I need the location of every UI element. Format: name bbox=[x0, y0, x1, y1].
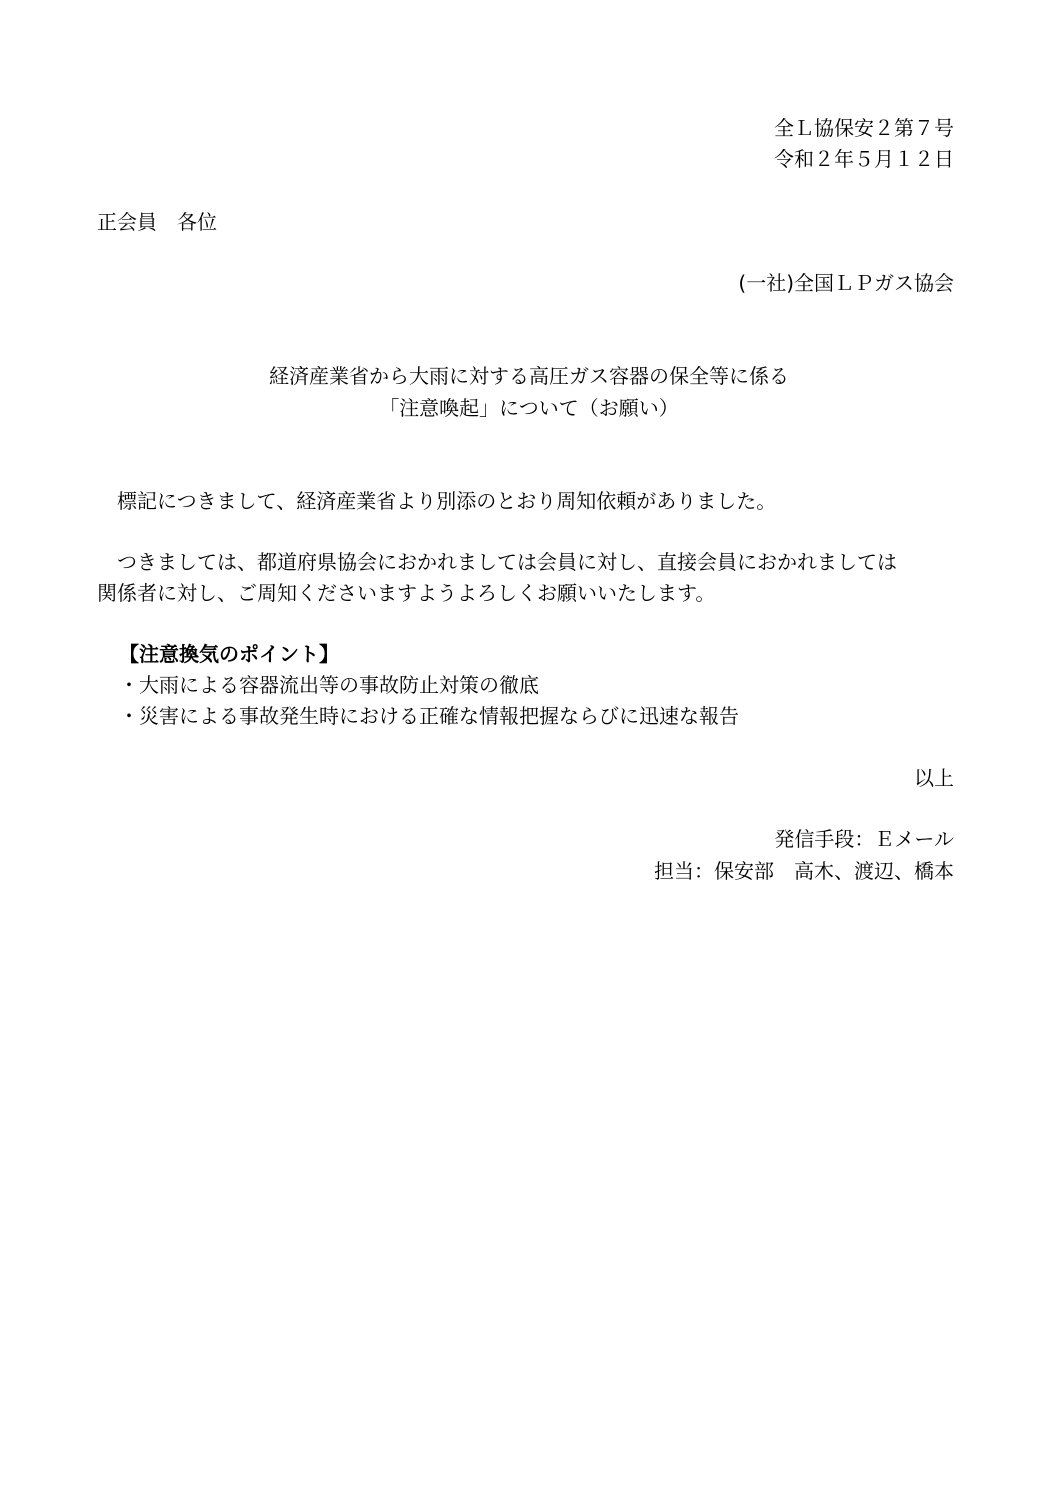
delivery-method: 発信手段：Ｅメール bbox=[774, 827, 954, 851]
point-item: ・大雨による容器流出等の事故防止対策の徹底 bbox=[119, 673, 539, 697]
body-paragraph-1: 標記につきまして、経済産業省より別添のとおり周知依頼がありました。 bbox=[97, 489, 777, 513]
points-heading: 【注意換気のポイント】 bbox=[119, 642, 339, 666]
title-line-1: 経済産業省から大雨に対する高圧ガス容器の保全等に係る bbox=[269, 364, 789, 388]
recipient: 正会員 各位 bbox=[97, 210, 217, 234]
body-paragraph-2-line-2: 関係者に対し、ご周知くださいますようよろしくお願いいたします。 bbox=[97, 581, 716, 605]
point-item: ・災害による事故発生時における正確な情報把握ならびに迅速な報告 bbox=[119, 704, 739, 728]
closing-text: 以上 bbox=[914, 766, 954, 790]
document-date: 令和２年５月１２日 bbox=[774, 147, 954, 171]
body-paragraph-2-line-1: つきましては、都道府県協会におかれましては会員に対し、直接会員におかれましては bbox=[97, 550, 897, 574]
document-number: 全Ｌ協保安２第７号 bbox=[774, 116, 954, 140]
title-line-2: 「注意喚起」について（お願い） bbox=[379, 396, 679, 420]
sender: (一社)全国ＬＰガス協会 bbox=[738, 271, 954, 295]
contact-person: 担当：保安部 高木、渡辺、橋本 bbox=[654, 859, 954, 883]
